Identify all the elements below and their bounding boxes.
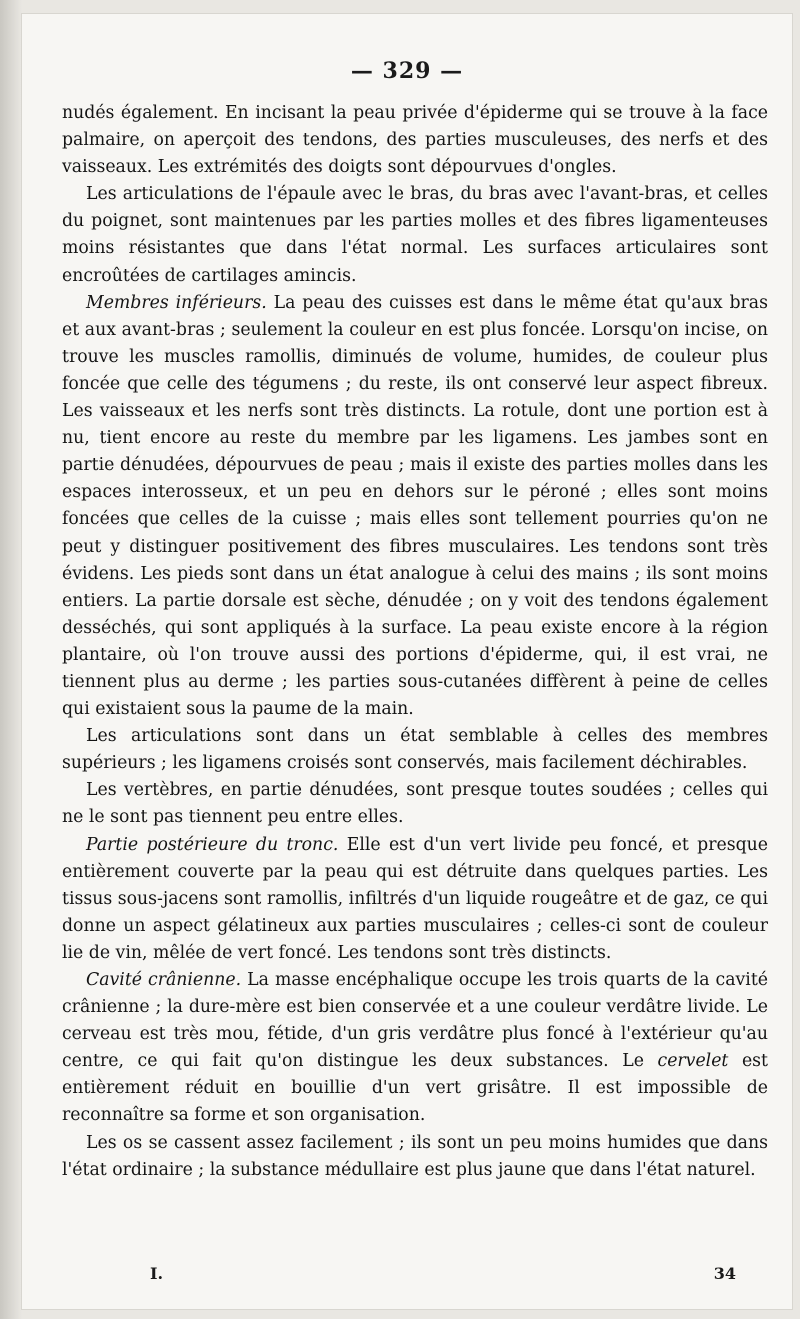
section-heading-lower-limbs: Membres inférieurs. <box>86 292 267 313</box>
paragraph-trunk <box>62 832 768 967</box>
paragraph-text: nudés également. En incisant la peau privée d'épiderme qui se trouve à la face palmaire, on aperçoit des tendons, des parties musculeuses, des nerfs et des vaisseaux. Les extrémités des doigts sont dépourvues d'ongles. <box>62 103 768 178</box>
paragraph-vertebrae <box>62 777 768 831</box>
paragraph-text: Les vertèbres, en partie dénudées, sont presque toutes soudées ; celles qui ne le sont pas tiennent peu entre elles. <box>62 780 768 828</box>
section-heading-cranial-cavity: Cavité crânienne. <box>86 970 242 990</box>
paragraph-lower-limbs <box>62 290 768 724</box>
paragraph-text: La peau des cuisses est dans le même état qu'aux bras et aux avant-bras ; seulement la couleur en est plus foncée. Lorsqu'on incise, on trouve les muscles ramollis, diminués de volume, humides, de couleur plus foncée que celle des tégumens ; du reste, ils ont conservé leur aspect fibreux. Les vaisseaux et les nerfs sont très distincts. La rotule, dont une portion est à nu, tient encore au reste du membre par les ligamens. Les jambes sont en partie dénudées, dépourvues de peau ; mais il existe des parties molles dans les espaces interosseux, et un peu en dehors sur le péroné ; elles sont moins foncées que celles de la cuisse ; mais elles sont tellement pourries qu'on ne peut y distinguer positivement des fibres musculaires. Les tendons sont très évidens. Les pieds sont dans un état analogue à celui des mains ; ils sont moins entiers. La partie dorsale est sèche, dénudée ; on y voit des tendons également desséchés, qui sont appliqués à la surface. La peau existe encore à la région plantaire, où l'on trouve aussi des portions d'épiderme, qui, il est vrai, ne tiennent plus au derme ; les parties sous-cutanées diffèrent à peine de celles qui existaient sous la paume de la main. <box>62 292 768 720</box>
paragraph-bones <box>62 1130 768 1184</box>
paragraph-articulations-lower <box>62 723 768 777</box>
term-cervelet: cervelet <box>657 1051 729 1072</box>
paragraph-text: Les articulations de l'épaule avec le bras, du bras avec l'avant-bras, et celles du poignet, sont maintenues par les parties molles et des fibres ligamenteuses moins résistantes que dans l'état normal. Les surfaces articulaires sont encroûtées de cartilages amincis. <box>62 184 768 286</box>
paragraph-articulations-upper <box>62 181 768 289</box>
paragraph-hands <box>62 100 768 181</box>
signature-mark: I. <box>150 1264 164 1283</box>
folio-number: 34 <box>713 1264 736 1283</box>
page-number: — 329 — <box>350 58 464 84</box>
page-edge-shadow <box>0 0 22 1319</box>
book-page <box>22 14 792 1309</box>
paragraph-text: Elle est d'un vert livide peu foncé, et presque entièrement couverte par la peau qui est détruite dans quelques parties. Les tissus sous-jacens sont ramollis, infiltrés d'un liquide rougeâtre et de gaz, ce qui donne un aspect gélatineux aux parties musculaires ; celles-ci sont de couleur lie de vin, mêlée de vert foncé. Les tendons sont très distincts. <box>62 834 768 963</box>
section-heading-trunk: Partie postérieure du tronc. <box>86 834 339 855</box>
paragraph-text: est entièrement réduit en bouillie d'un vert grisâtre. Il est impossible de reconnaître sa forme et son organisation. <box>62 1051 768 1126</box>
body-text <box>62 100 768 1184</box>
paragraph-cranial-cavity <box>62 967 768 1130</box>
paragraph-text: La masse encéphalique occupe les trois quarts de la cavité crânienne ; la dure-mère est bien conservée et a une couleur verdâtre livide. Le cerveau est très mou, fétide, d'un gris verdâtre plus foncé à l'extérieur qu'au centre, ce qui fait qu'on distingue les deux substances. Le <box>62 970 768 1072</box>
paragraph-text: Les articulations sont dans un état semblable à celles des membres supérieurs ; les ligamens croisés sont conservés, mais facilement déchirables. <box>62 726 768 774</box>
paragraph-text: Les os se cassent assez facilement ; ils sont un peu moins humides que dans l'état ordinaire ; la substance médullaire est plus jaune que dans l'état naturel. <box>62 1132 768 1180</box>
